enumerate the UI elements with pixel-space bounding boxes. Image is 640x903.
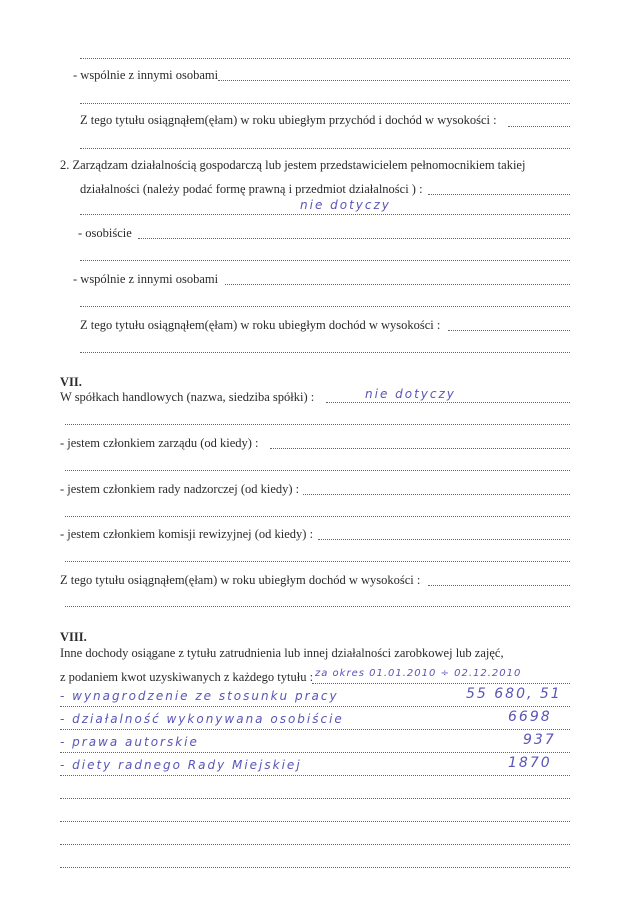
dotted-line (65, 470, 570, 471)
dotted-line (270, 448, 570, 449)
dotted-line (80, 352, 570, 353)
jointly-label: - wspólnie z innymi osobami (73, 68, 219, 82)
dotted-line (65, 561, 570, 562)
dotted-line (60, 706, 570, 707)
board-member-label: - jestem członkiem zarządu (od kiedy) : (60, 436, 259, 450)
handwritten-not-applicable-2: nie dotyczy (365, 387, 456, 401)
income-text-2: Z tego tytułu osiągnąłem(ęłam) w roku ubiegłym dochód w wysokości : (80, 318, 441, 332)
dotted-line (303, 494, 570, 495)
dotted-line (326, 402, 570, 403)
income-entry-label: - diety radnego Rady Miejskiej (60, 758, 302, 772)
supervisory-member-label: - jestem członkiem rady nadzorczej (od kiedy) : (60, 482, 300, 496)
dotted-line (312, 683, 570, 684)
dotted-line (218, 80, 570, 81)
income-entry-amount: 6698 (508, 709, 552, 725)
dotted-line (508, 126, 570, 127)
item2-line1: 2. Zarządzam działalnością gospodarczą lub jestem przedstawicielem pełnomocnikiem takiej (60, 158, 526, 172)
dotted-line (60, 844, 570, 845)
dotted-line (80, 58, 570, 59)
income-entry-amount: 1870 (508, 755, 552, 771)
income-entry-label: - działalność wykonywana osobiście (60, 712, 344, 726)
dotted-line (80, 260, 570, 261)
dotted-line (428, 585, 570, 586)
income-text: Z tego tytułu osiągnąłem(ęłam) w roku ubiegłym przychód i dochód w wysokości : (80, 113, 497, 127)
income-text-3: Z tego tytułu osiągnąłem(ęłam) w roku ubiegłym dochód w wysokości : (60, 573, 421, 587)
other-income-line2: z podaniem kwot uzyskiwanych z każdego tytułu : (60, 670, 314, 684)
income-entry-label: - prawa autorskie (60, 735, 199, 749)
audit-member-label: - jestem członkiem komisji rewizyjnej (od kiedy) : (60, 527, 314, 541)
dotted-line (80, 148, 570, 149)
dotted-line (80, 214, 570, 215)
dotted-line (60, 867, 570, 868)
section-heading-vii: VII. (60, 375, 82, 389)
companies-label: W spółkach handlowych (nazwa, siedziba spółki) : (60, 390, 315, 404)
dotted-line (60, 775, 570, 776)
dotted-line (80, 306, 570, 307)
dotted-line (60, 821, 570, 822)
dotted-line (65, 516, 570, 517)
income-entry-label: - wynagrodzenie ze stosunku pracy (60, 689, 339, 703)
dotted-line (138, 238, 570, 239)
handwritten-period: za okres 01.01.2010 ÷ 02.12.2010 (315, 668, 522, 679)
dotted-line (60, 798, 570, 799)
handwritten-not-applicable: nie dotyczy (300, 198, 391, 212)
dotted-line (225, 284, 570, 285)
income-entry-amount: 937 (523, 732, 556, 748)
item2-line2: działalności (należy podać formę prawną i przedmiot działalności ) : (80, 182, 423, 196)
dotted-line (318, 539, 570, 540)
jointly-label-2: - wspólnie z innymi osobami (73, 272, 219, 286)
dotted-line (60, 729, 570, 730)
dotted-line (428, 194, 570, 195)
dotted-line (448, 330, 570, 331)
income-entry-amount: 55 680, 51 (466, 686, 562, 702)
personal-label: - osobiście (78, 226, 132, 240)
other-income-line1: Inne dochody osiągane z tytułu zatrudnienia lub innej działalności zarobkowej lub zajęć, (60, 646, 504, 660)
dotted-line (60, 752, 570, 753)
dotted-line (65, 424, 570, 425)
dotted-line (80, 103, 570, 104)
section-heading-viii: VIII. (60, 630, 87, 644)
dotted-line (65, 606, 570, 607)
